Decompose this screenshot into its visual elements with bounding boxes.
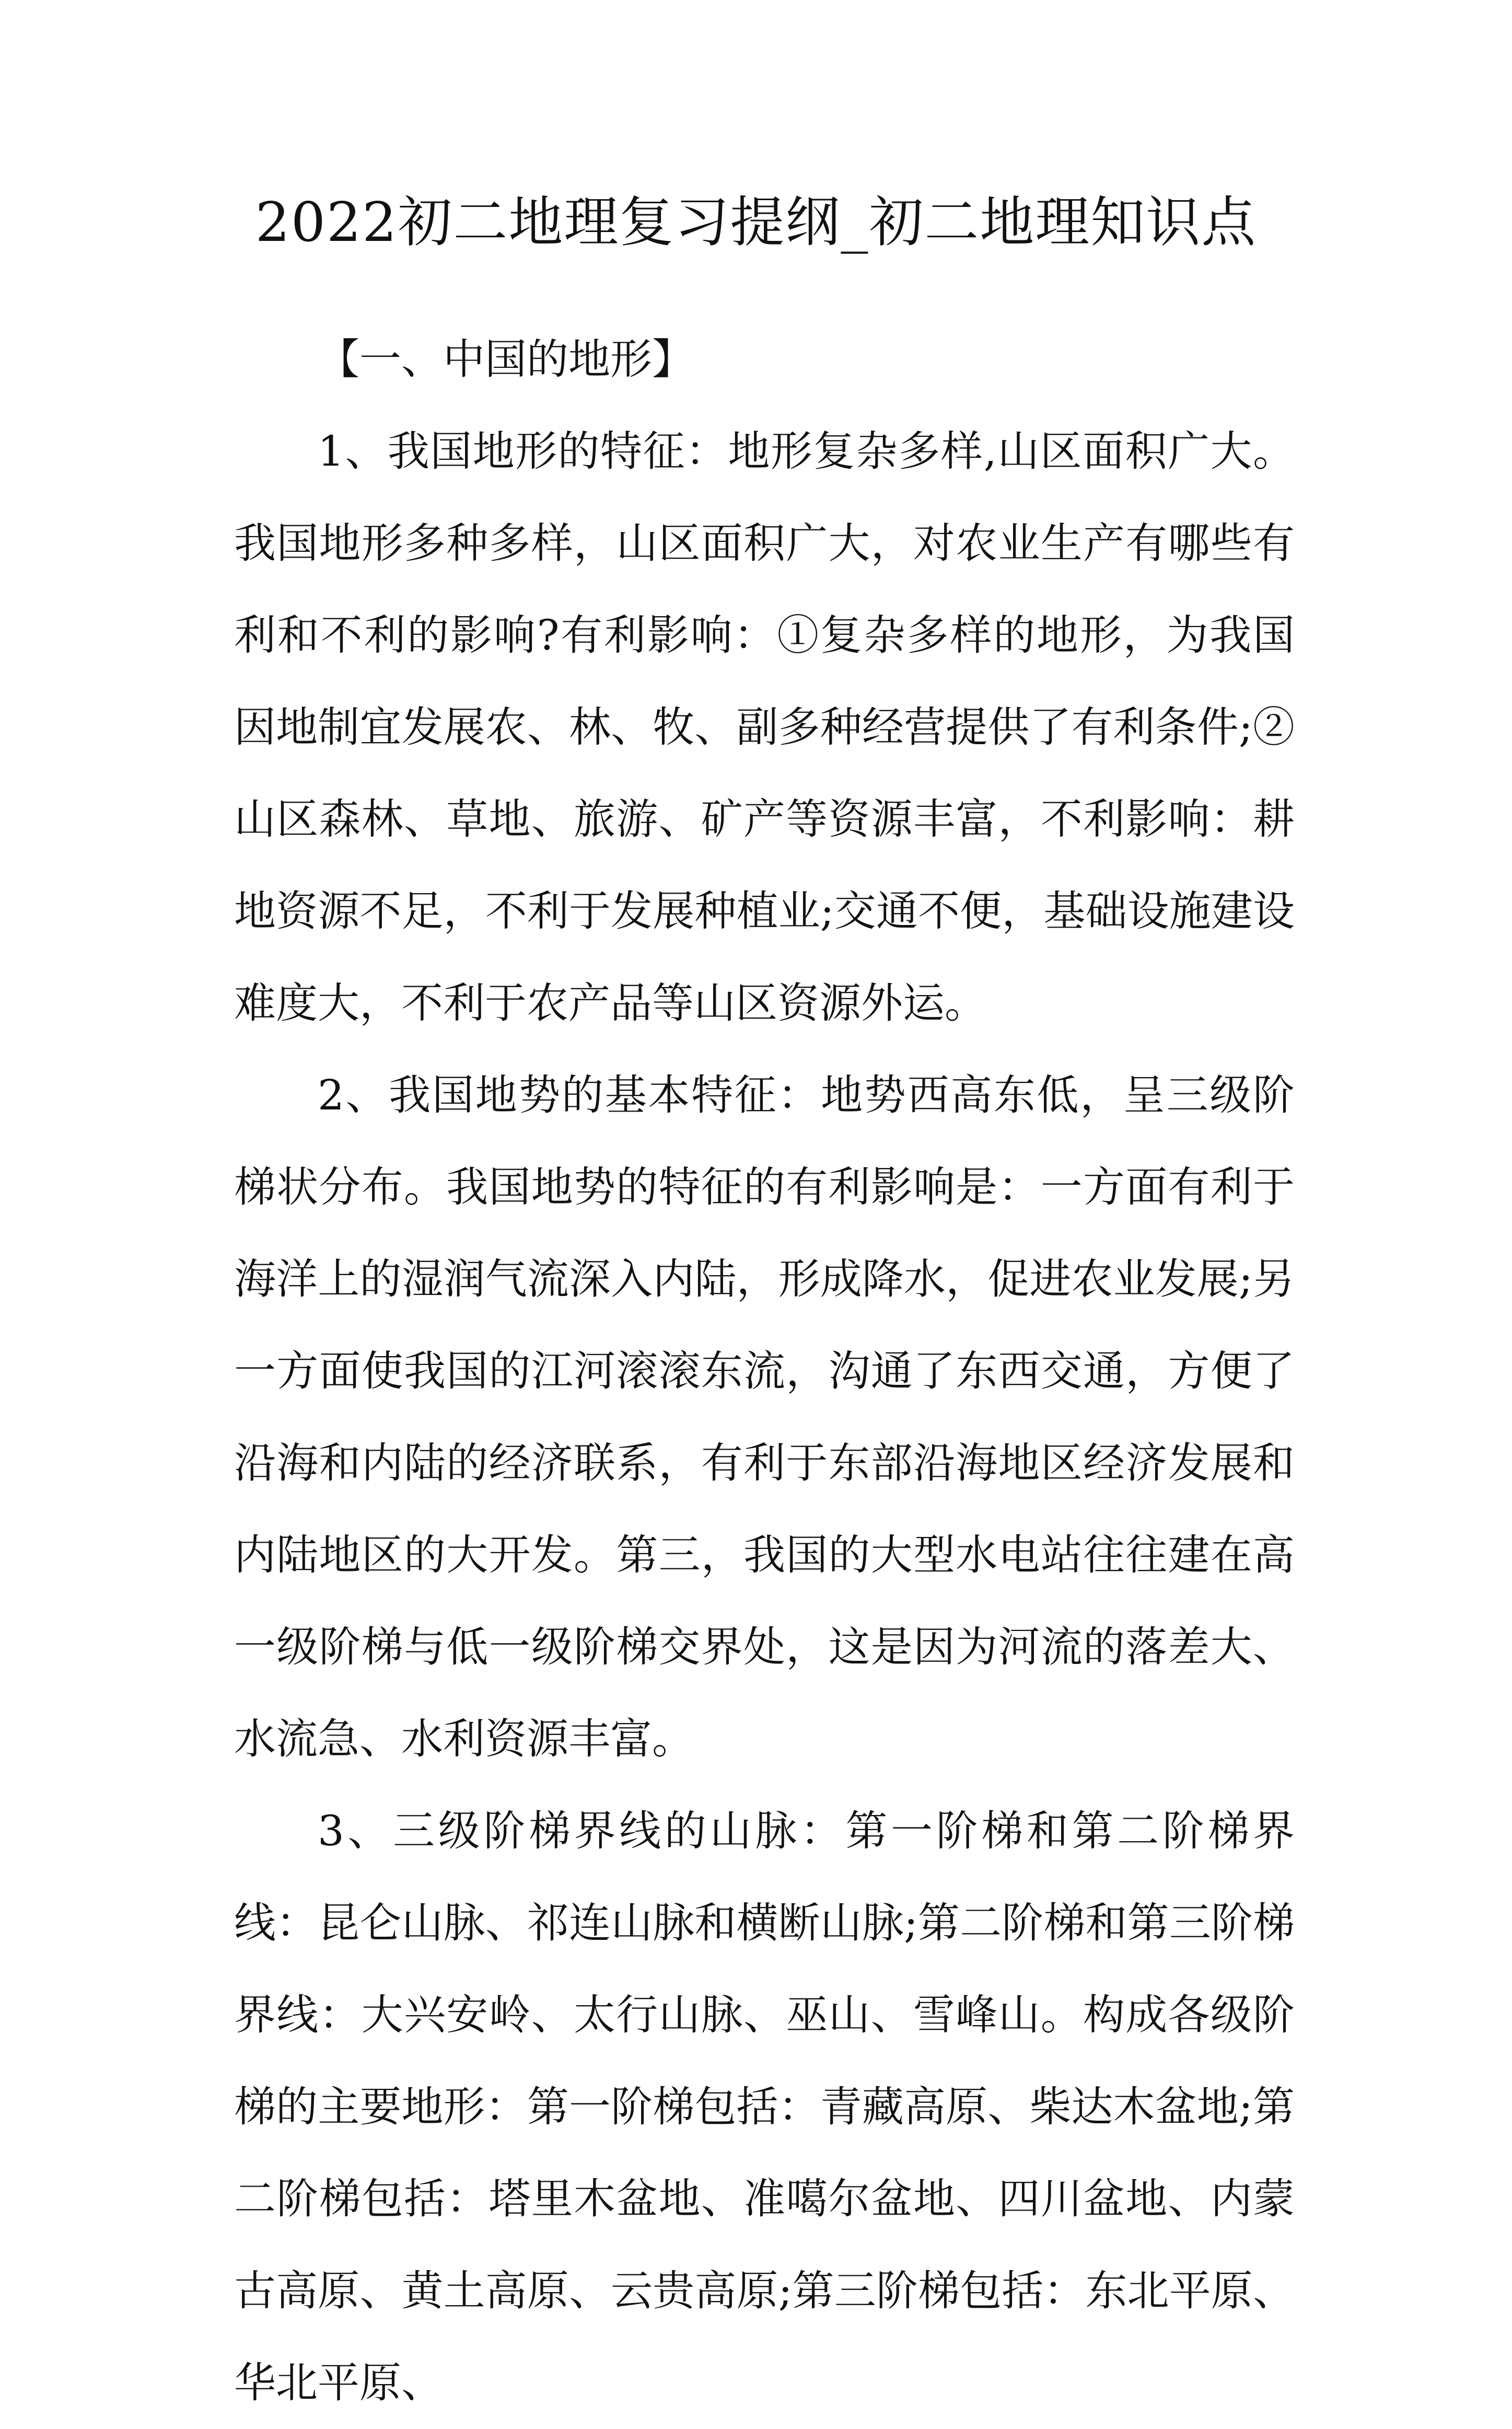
section-heading: 【一、中国的地形】: [318, 335, 694, 384]
document-body: [234, 314, 1295, 2429]
paragraph-elevation-features: 2、我国地势的基本特征：地势西高东低，呈三级阶梯状分布。我国地势的特征的有利影响是：一方面有利于海洋上的湿润气流深入内陆，形成降水，促进农业发展;另一方面使我国的江河滚滚东流，沟通了东西交通，方便了沿海和内陆的经济联系，有利于东部沿海地区经济发展和内陆地区的大开发。第三，我国的大型水电站往往建在高一级阶梯与低一级阶梯交界处，这是因为河流的落差大、水流急、水利资源丰富。: [234, 1071, 1295, 1763]
paragraph-terrain-features: 1、我国地形的特征：地形复杂多样,山区面积广大。我国地形多种多样，山区面积广大，对农业生产有哪些有利和不利的影响?有利影响：①复杂多样的地形，为我国因地制宜发展农、林、牧、副多种经营提供了有利条件;②山区森林、草地、旅游、矿产等资源丰富，不利影响：耕地资源不足，不利于发展种植业;交通不便，基础设施建设难度大，不利于农产品等山区资源外运。: [234, 427, 1295, 1027]
paragraph-step-boundaries: 3、三级阶梯界线的山脉：第一阶梯和第二阶梯界线：昆仑山脉、祁连山脉和横断山脉;第二阶梯和第三阶梯界线：大兴安岭、太行山脉、巫山、雪峰山。构成各级阶梯的主要地形：第一阶梯包括：青藏高原、柴达木盆地;第二阶梯包括：塔里木盆地、准噶尔盆地、四川盆地、内蒙古高原、黄土高原、云贵高原;第三阶梯包括：东北平原、华北平原、: [234, 1807, 1295, 2407]
document-title: 2022初二地理复习提纲_初二地理知识点: [255, 190, 1257, 254]
